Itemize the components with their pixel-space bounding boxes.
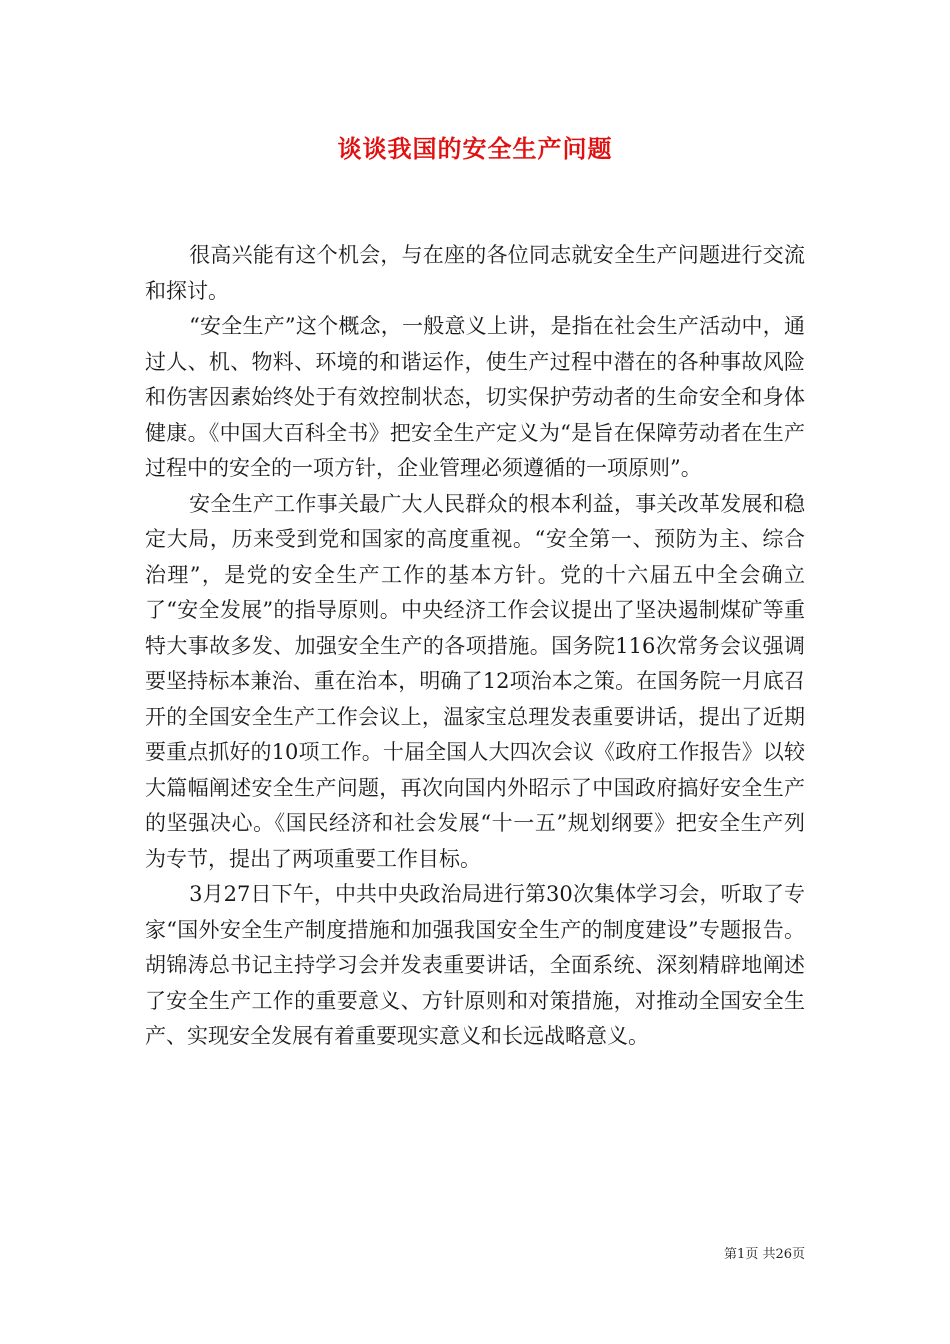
paragraph: 3月27日下午，中共中央政治局进行第30次集体学习会，听取了专家“国外安全生产制度措施和加强我国安全生产的制度建设”专题报告。胡锦涛总书记主持学习会并发表重要讲话，全面系统、深刻精辟地阐述了安全生产工作的重要意义、方针原则和对策措施，对推动全国安全生产、实现安全发展有着重要现实意义和长远战略意义。 — [145, 882, 805, 1048]
paragraph: “安全生产”这个概念，一般意义上讲，是指在社会生产活动中，通过人、机、物料、环境的和谐运作，使生产过程中潜在的各种事故风险和伤害因素始终处于有效控制状态，切实保护劳动者的生命安全和身体健康。《中国大百科全书》把安全生产定义为“是旨在保障劳动者在生产过程中的安全的一项方针，企业管理必须遵循的一项原则”。 — [145, 314, 805, 480]
document-body — [145, 238, 805, 1055]
page-number-footer: 第1页 共26页 — [724, 1247, 805, 1262]
paragraph: 很高兴能有这个机会，与在座的各位同志就安全生产问题进行交流和探讨。 — [145, 243, 805, 303]
paragraph: 安全生产工作事关最广大人民群众的根本利益，事关改革发展和稳定大局，历来受到党和国家的高度重视。“安全第一、预防为主、综合治理”，是党的安全生产工作的基本方针。党的十六届五中全会确立了“安全发展”的指导原则。中央经济工作会议提出了坚决遏制煤矿等重特大事故多发、加强安全生产的各项措施。国务院116次常务会议强调要坚持标本兼治、重在治本，明确了12项治本之策。在国务院一月底召开的全国安全生产工作会议上，温家宝总理发表重要讲话，提出了近期要重点抓好的10项工作。十届全国人大四次会议《政府工作报告》以较大篇幅阐述安全生产问题，再次向国内外昭示了中国政府搞好安全生产的坚强决心。《国民经济和社会发展“十一五”规划纲要》把安全生产列为专节，提出了两项重要工作目标。 — [145, 491, 805, 871]
document-title: 谈谈我国的安全生产问题 — [337, 134, 613, 163]
